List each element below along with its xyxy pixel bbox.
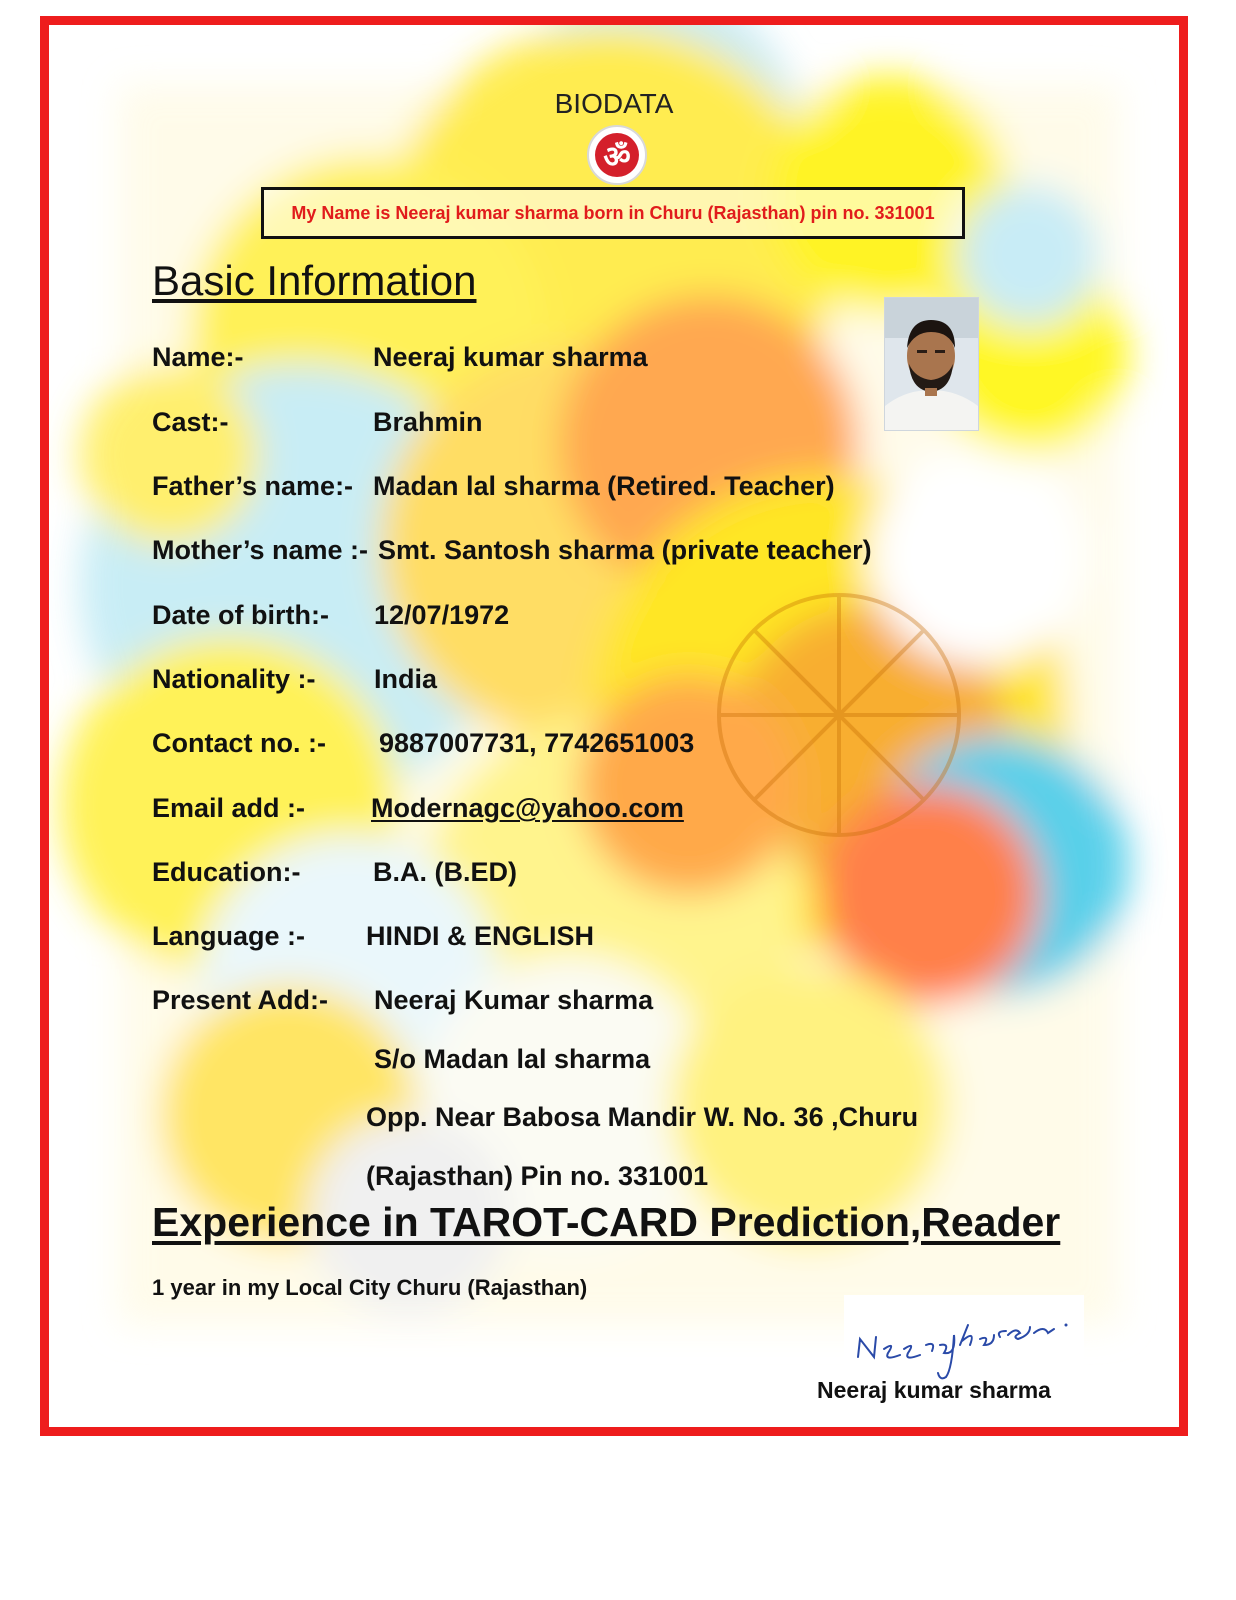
field-label: Name:- <box>152 342 244 372</box>
field-value: 12/07/1972 <box>374 600 510 630</box>
field-value: Neeraj Kumar sharma <box>374 985 654 1015</box>
experience-text: 1 year in my Local City Churu (Rajasthan) <box>152 1275 588 1300</box>
address-line: (Rajasthan) Pin no. 331001 <box>366 1161 709 1191</box>
biodata-frame <box>40 16 1188 1436</box>
field-label: Mother’s name :- <box>152 535 369 565</box>
document-title: BIODATA <box>554 88 674 119</box>
field-value: 9887007731, 7742651003 <box>379 728 695 758</box>
field-value: India <box>374 664 438 694</box>
field-label: Cast:- <box>152 407 229 437</box>
signature-name: Neeraj kumar sharma <box>817 1377 1051 1403</box>
signature-image <box>844 1295 1084 1385</box>
email-link[interactable]: Modernagc@yahoo.com <box>371 793 684 823</box>
biodata-content <box>49 25 1179 1427</box>
field-value: B.A. (B.ED) <box>373 857 517 887</box>
field-label: Email add :- <box>152 793 306 823</box>
intro-box <box>261 187 965 239</box>
profile-photo <box>884 297 979 431</box>
om-icon <box>587 125 647 185</box>
address-line: S/o Madan lal sharma <box>374 1044 651 1074</box>
om-symbol: ॐ <box>595 133 639 177</box>
field-label: Contact no. :- <box>152 728 326 758</box>
field-label: Father’s name:- <box>152 471 354 501</box>
field-label: Language :- <box>152 921 305 951</box>
field-label: Education:- <box>152 857 301 887</box>
field-label: Nationality :- <box>152 664 316 694</box>
field-value: Brahmin <box>373 407 483 437</box>
experience-heading: Experience in TAROT-CARD Prediction,Reader <box>152 1199 1061 1245</box>
field-value: HINDI & ENGLISH <box>366 921 595 951</box>
intro-text: My Name is Neeraj kumar sharma born in Churu (Rajasthan) pin no. 331001 <box>291 202 935 223</box>
address-line: Opp. Near Babosa Mandir W. No. 36 ,Churu <box>366 1102 919 1132</box>
field-value: Neeraj kumar sharma <box>373 342 648 372</box>
field-label: Present Add:- <box>152 985 329 1015</box>
field-value: Madan lal sharma (Retired. Teacher) <box>373 471 835 501</box>
basic-information-heading: Basic Information <box>152 257 477 304</box>
field-label: Date of birth:- <box>152 600 329 630</box>
field-value: Smt. Santosh sharma (private teacher) <box>378 535 872 565</box>
